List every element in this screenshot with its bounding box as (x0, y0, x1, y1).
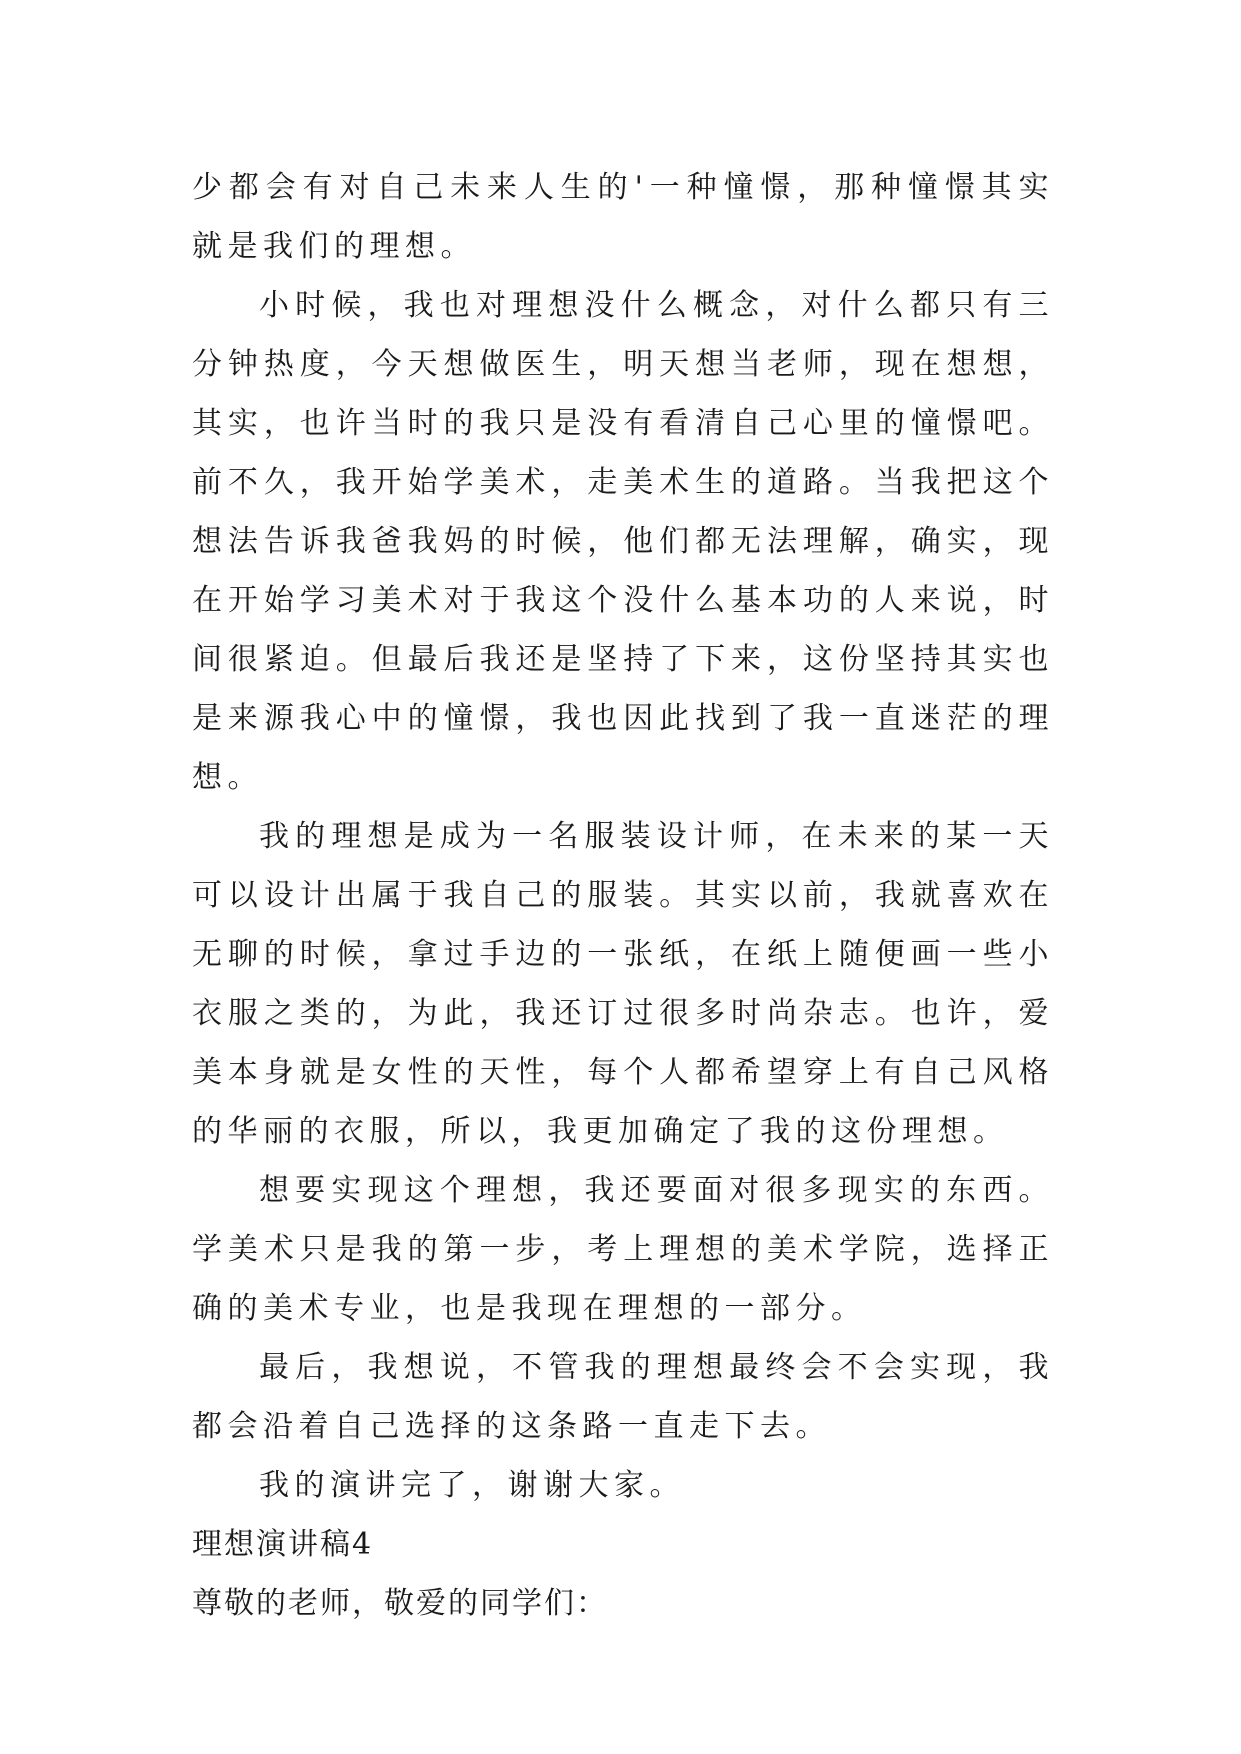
paragraph-closing: 我的演讲完了，谢谢大家。 (259, 1468, 685, 1503)
document-page (192, 158, 1054, 1633)
salutation: 尊敬的老师，敬爱的同学们： (192, 1586, 608, 1621)
paragraph-conclusion: 最后，我想说，不管我的理想最终会不会实现，我都会沿着自己选择的这条路一直走下去。 (192, 1350, 1054, 1444)
paragraph-continuation: 少都会有对自己未来人生的'一种憧憬，那种憧憬其实就是我们的理想。 (192, 170, 1054, 264)
paragraph-childhood: 小时候，我也对理想没什么概念，对什么都只有三分钟热度，今天想做医生，明天想当老师，现在想想，其实，也许当时的我只是没有看清自己心里的憧憬吧。前不久，我开始学美术，走美术生的道路。当我把这个想法告诉我爸我妈的时候，他们都无法理解，确实，现在开始学习美术对于我这个没什么基本功的人来说，时间很紧迫。但最后我还是坚持了下来，这份坚持其实也是来源我心中的憧憬，我也因此找到了我一直迷茫的理想。 (192, 288, 1054, 795)
section-title: 理想演讲稿4 (192, 1527, 374, 1562)
paragraph-fashion-designer: 我的理想是成为一名服装设计师，在未来的某一天可以设计出属于我自己的服装。其实以前，我就喜欢在无聊的时候，拿过手边的一张纸，在纸上随便画一些小衣服之类的，为此，我还订过很多时尚杂志。也许，爱美本身就是女性的天性，每个人都希望穿上有自己风格的华丽的衣服，所以，我更加确定了我的这份理想。 (192, 819, 1054, 1149)
paragraph-realize-dream: 想要实现这个理想，我还要面对很多现实的东西。学美术只是我的第一步，考上理想的美术学院，选择正确的美术专业，也是我现在理想的一部分。 (192, 1173, 1054, 1326)
